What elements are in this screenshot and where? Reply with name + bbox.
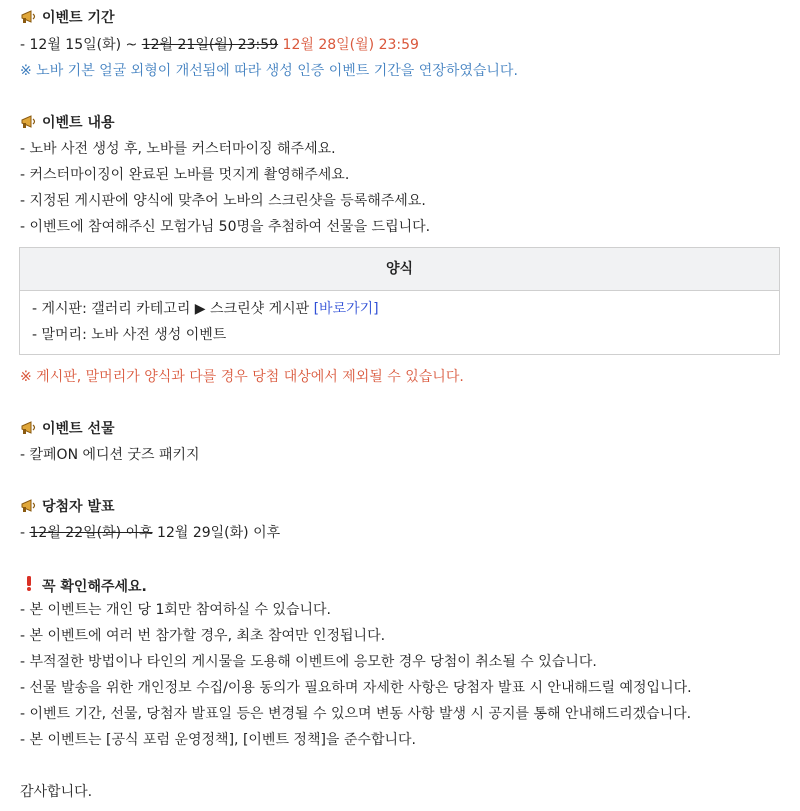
form-box: [19, 247, 780, 355]
check-item: - 본 이벤트는 개인 당 1회만 참여하실 수 있습니다.: [20, 602, 331, 618]
form-title: 양식: [20, 248, 779, 291]
period-old-end: 12월 21일(월) 23:59: [141, 37, 279, 53]
winners-old-date: 12월 22일(화) 이후: [29, 525, 153, 541]
check-item: - 선물 발송을 위한 개인정보 수집/이용 동의가 필요하며 자세한 사항은 당첨자 발표 시 안내해드릴 예정입니다.: [20, 680, 692, 696]
check-item: - 부적절한 방법이나 타인의 게시물을 도용해 이벤트에 응모한 경우 당첨이 취소될 수 있습니다.: [20, 654, 597, 670]
megaphone-icon: [20, 419, 38, 439]
period-start: - 12월 15일(화) ~: [20, 37, 142, 53]
form-warning: ※ 게시판, 말머리가 양식과 다를 경우 당첨 대상에서 제외될 수 있습니다.: [20, 369, 464, 385]
megaphone-icon: [20, 113, 38, 133]
period-new-end: 12월 28일(월) 23:59: [278, 37, 419, 53]
gift-item: - 칼페ON 에디션 굿즈 패키지: [20, 447, 200, 463]
form-board-text: - 게시판: 갤러리 카테고리 ▶ 스크린샷 게시판: [32, 301, 314, 317]
winners-date: [20, 523, 280, 543]
check-heading-text: 꼭 확인해주세요.: [42, 579, 147, 595]
winners-new-date: 12월 29일(화) 이후: [152, 525, 281, 541]
period-heading-text: 이벤트 기간: [42, 10, 115, 26]
content-item: - 지정된 게시판에 양식에 맞추어 노바의 스크린샷을 등록해주세요.: [20, 193, 426, 209]
period-dates: [20, 35, 419, 55]
winners-heading: [20, 497, 115, 517]
shortcut-link[interactable]: [바로가기]: [313, 301, 379, 317]
content-heading: [20, 113, 115, 133]
check-heading: [20, 575, 147, 597]
period-notice: ※ 노바 기본 얼굴 외형이 개선됨에 따라 생성 인증 이벤트 기간을 연장하였습니다.: [20, 63, 518, 79]
form-board-line: [32, 299, 379, 319]
closing-text: 감사합니다.: [20, 784, 93, 800]
winners-prefix: -: [20, 525, 30, 541]
megaphone-icon: [20, 497, 38, 517]
check-item: - 본 이벤트는 [공식 포럼 운영정책], [이벤트 정책]을 준수합니다.: [20, 732, 416, 748]
check-item: - 이벤트 기간, 선물, 당첨자 발표일 등은 변경될 수 있으며 변동 사항 발생 시 공지를 통해 안내해드리겠습니다.: [20, 706, 692, 722]
check-item: - 본 이벤트에 여러 번 참가할 경우, 최초 참여만 인정됩니다.: [20, 628, 386, 644]
content-heading-text: 이벤트 내용: [42, 115, 115, 131]
megaphone-icon: [20, 8, 38, 28]
content-item: - 커스터마이징이 완료된 노바를 멋지게 촬영해주세요.: [20, 167, 350, 183]
winners-heading-text: 당첨자 발표: [42, 499, 115, 515]
exclamation-icon: [20, 575, 38, 597]
content-item: - 노바 사전 생성 후, 노바를 커스터마이징 해주세요.: [20, 141, 336, 157]
gift-heading: [20, 419, 115, 439]
form-header-line: - 말머리: 노바 사전 생성 이벤트: [32, 327, 227, 343]
gift-heading-text: 이벤트 선물: [42, 421, 115, 437]
period-heading: [20, 8, 115, 28]
content-item: - 이벤트에 참여해주신 모험가님 50명을 추첨하여 선물을 드립니다.: [20, 219, 431, 235]
